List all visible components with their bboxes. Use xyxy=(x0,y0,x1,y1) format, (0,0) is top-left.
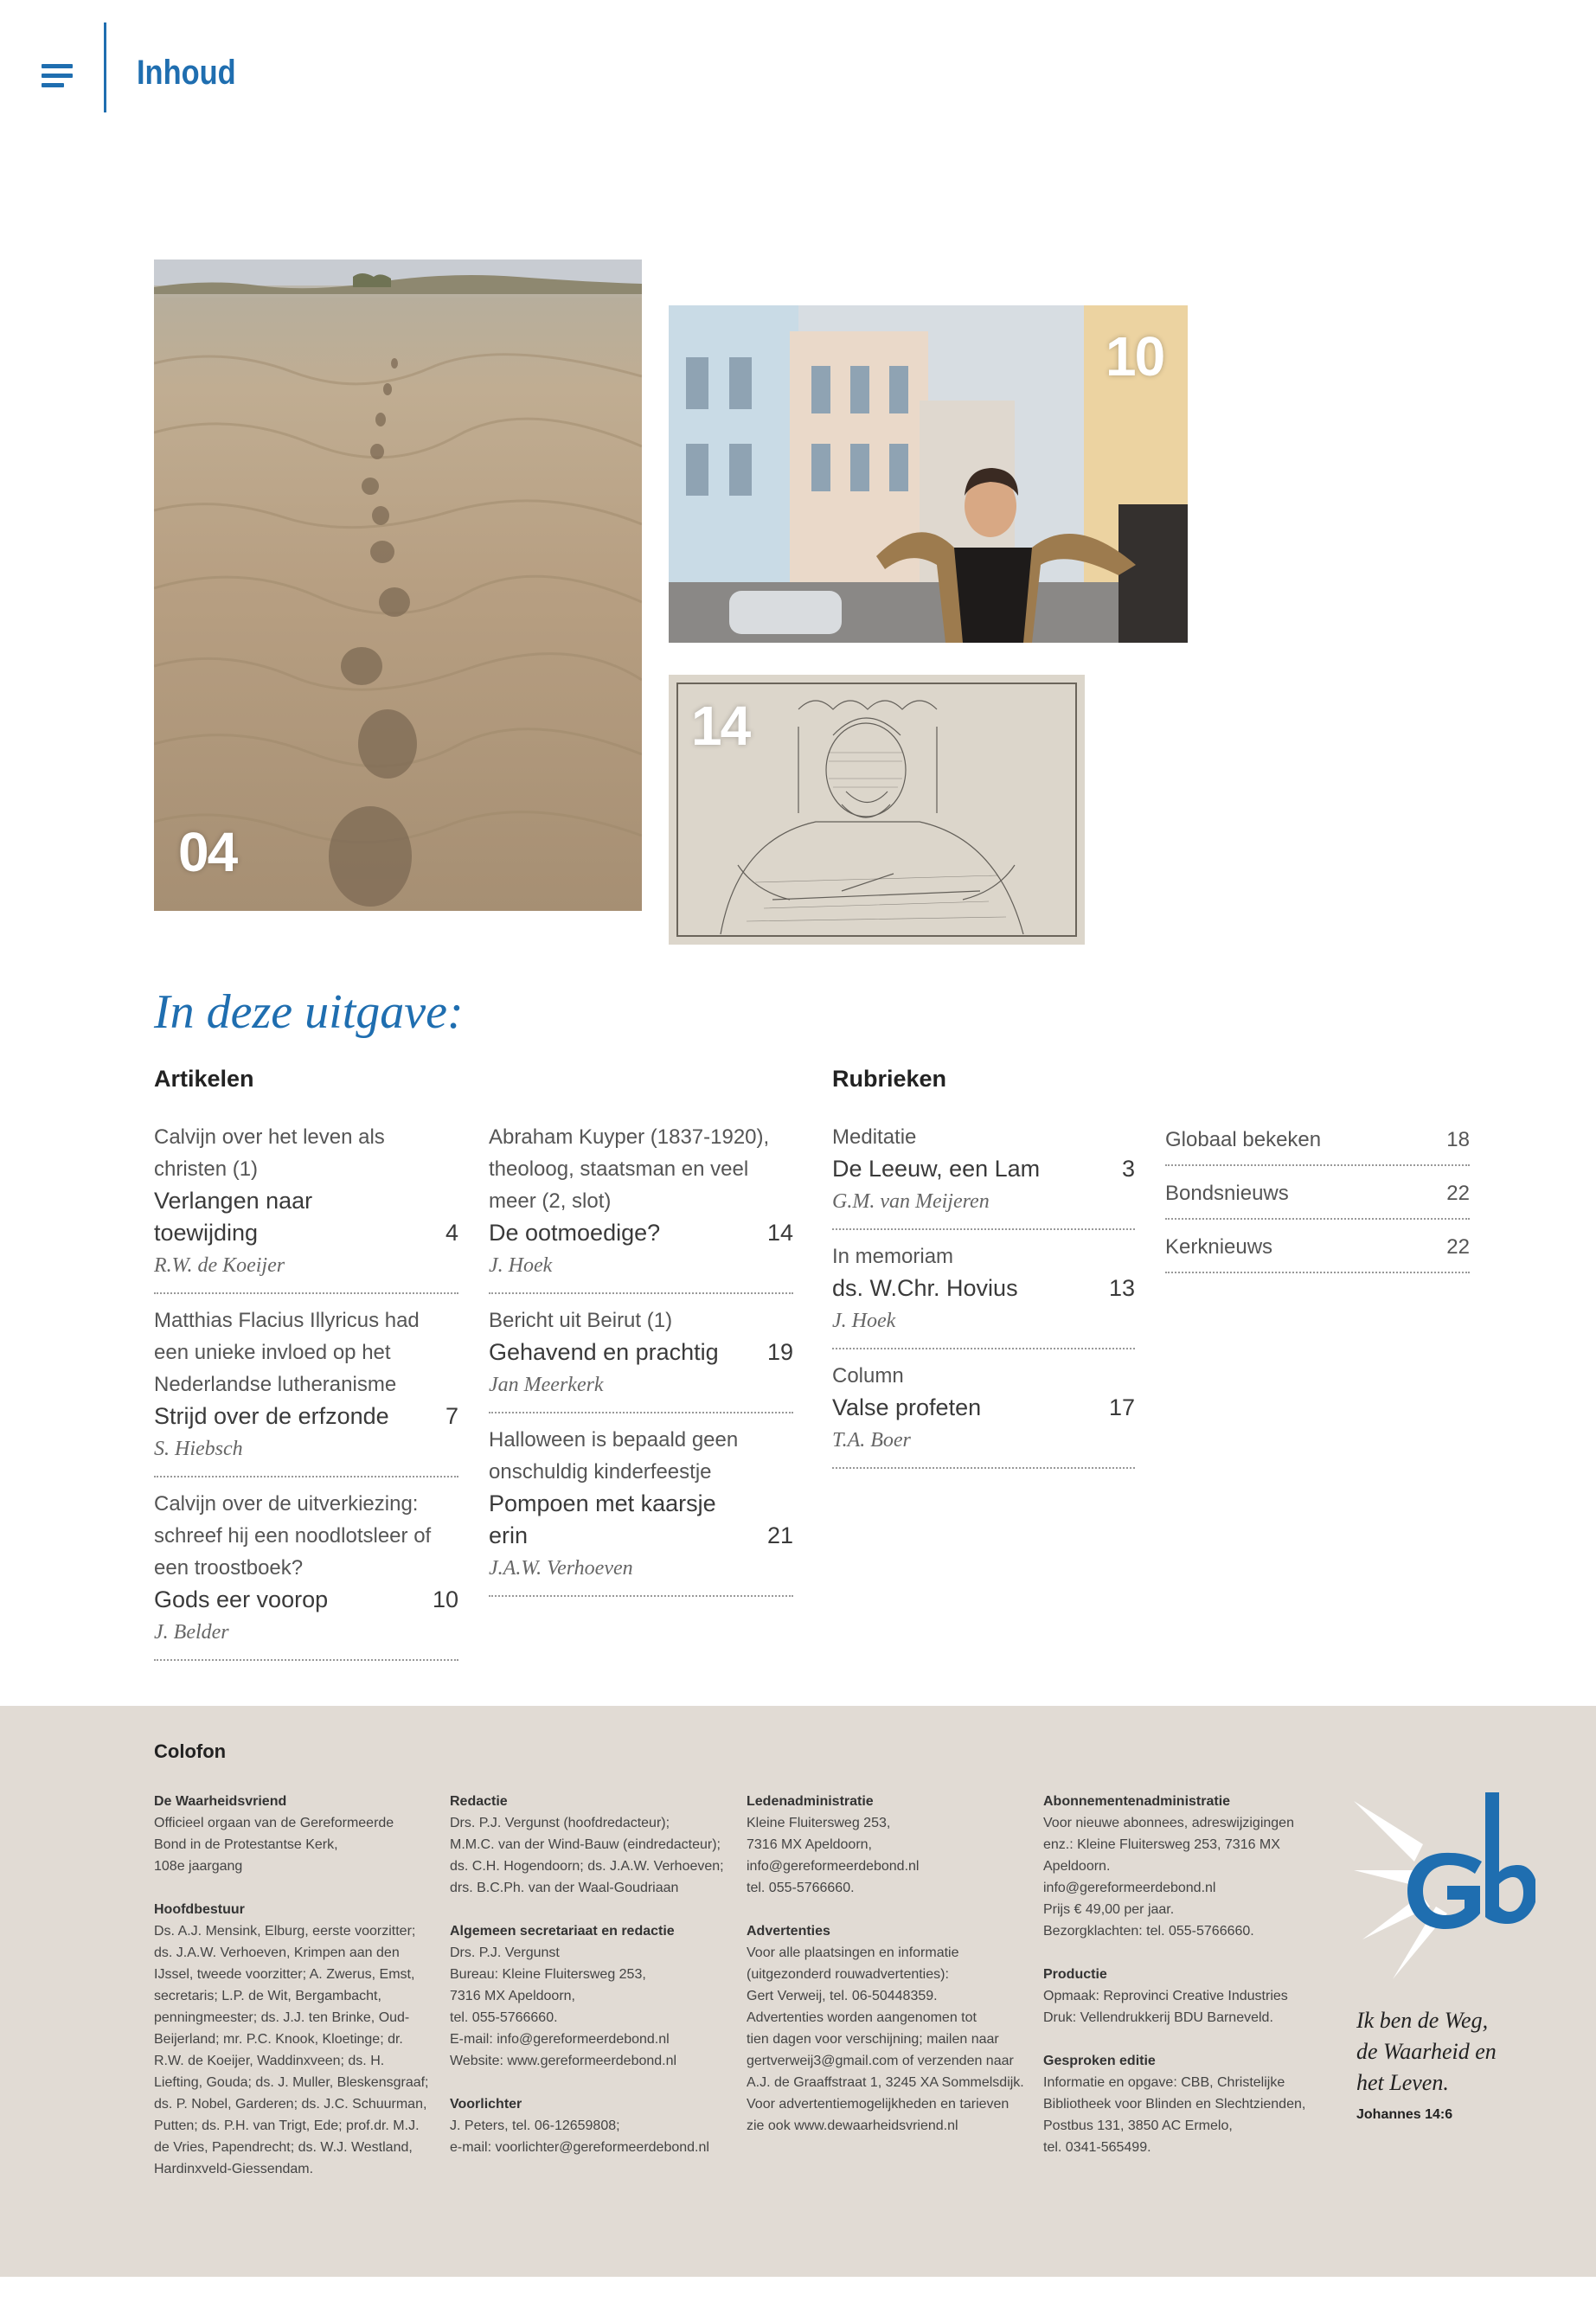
toc-title: Gehavend en prachtig xyxy=(489,1339,719,1365)
toc-title: Gods eer voorop xyxy=(154,1586,329,1612)
toc-author: S. Hiebsch xyxy=(154,1438,243,1460)
toc-title: ds. W.Chr. Hovius xyxy=(832,1275,1018,1301)
toc-author: Jan Meerkerk xyxy=(489,1374,604,1396)
colofon-text: J. Peters, tel. 06-12659808; e-mail: voorlichter@gereformeerdebond.nl xyxy=(450,2118,709,2155)
toc-title: Valse profeten xyxy=(832,1394,982,1420)
colofon-heading: Productie xyxy=(1043,1967,1107,1982)
toc-item[interactable] xyxy=(154,1121,458,1294)
toc-item[interactable] xyxy=(832,1240,1135,1349)
toc-page-number: 3 xyxy=(1121,1156,1135,1182)
toc-page-number: 18 xyxy=(1446,1128,1470,1151)
toc-kicker: Column xyxy=(832,1364,904,1388)
colofon-text: Drs. P.J. Vergunst Bureau: Kleine Fluitersweg 253, 7316 MX Apeldoorn, tel. 055-5766660. E-mail: info@gereformeerdebond.nl Website: www.gereformeerdebond.nl xyxy=(450,1945,677,2068)
toc-page-number: 22 xyxy=(1446,1182,1470,1205)
colofon-text: Ds. A.J. Mensink, Elburg, eerste voorzitter; ds. J.A.W. Verhoeven, Krimpen aan den IJssel, tweede voorzitter; A. Zwerus, Emst, secretaris; L.P. de Wit, Bergambacht, penningmeester; ds. J.J. ten Brinke, Oud- Beijerland; mr. P.C. Knook, Kloetinge; dr. R.W. de Koeijer, Waddinxveen; ds. H. Liefting, Gouda; ds. J. Muller, Bleskensgraaf; ds. P. Nobel, Garderen; ds. J.C. Schuurman, Putten; ds. P.H. van Trigt, Ede; prof.dr. M.J. de Vries, Papendrecht; ds. W.J. Westland, Hardinxveld-Giessendam. xyxy=(154,1924,429,2176)
top-bar xyxy=(0,0,1596,121)
colofon-text: Drs. P.J. Vergunst (hoofdredacteur); M.M.C. van der Wind-Bauw (eindredacteur); ds. C.H. Hogendoorn; ds. J.A.W. Verhoeven; drs. B.C.Ph. van der Waal-Goudriaan xyxy=(450,1816,724,1895)
toc-item[interactable] xyxy=(832,1121,1135,1230)
photo-kuyper-engraving[interactable] xyxy=(669,675,1085,945)
toc-kicker: Abraham Kuyper (1837-1920), theoloog, staatsman en veel meer (2, slot) xyxy=(489,1125,770,1213)
colofon-heading: Hoofdbestuur xyxy=(154,1902,245,1917)
rubrieken-column-2 xyxy=(1165,1121,1470,1282)
toc-title: Strijd over de erfzonde xyxy=(154,1403,389,1429)
toc-kicker: Matthias Flacius Illyricus had een unieke invloed op het Nederlandse lutheranisme xyxy=(154,1309,420,1396)
toc-kicker: In memoriam xyxy=(832,1245,954,1268)
colofon-heading: Advertenties xyxy=(747,1924,830,1939)
toc-author: J. Belder xyxy=(154,1621,229,1644)
colofon-heading: Gesproken editie xyxy=(1043,2054,1156,2068)
toc-kicker: Calvijn over de uitverkiezing: schreef hij een noodlotsleer of een troostboek? xyxy=(154,1492,432,1580)
colofon-column-4 xyxy=(1043,1791,1337,2158)
colofon-text: Opmaak: Reprovinci Creative Industries Druk: Vellendrukkerij BDU Barneveld. xyxy=(1043,1989,1288,2025)
toc-title: De ootmoedige? xyxy=(489,1220,661,1246)
toc-item[interactable] xyxy=(1165,1228,1470,1273)
artikelen-column-2 xyxy=(489,1121,793,1607)
toc-title: Pompoen met kaarsje erin xyxy=(489,1490,716,1548)
colofon-heading: Ledenadministratie xyxy=(747,1794,874,1809)
toc-item[interactable] xyxy=(1165,1121,1470,1166)
toc-item[interactable] xyxy=(489,1304,793,1413)
rubrieken-heading: Rubrieken xyxy=(832,1066,947,1092)
colofon-heading: Abonnementenadministratie xyxy=(1043,1794,1231,1809)
toc-item[interactable] xyxy=(1165,1175,1470,1220)
colofon-text: Officieel orgaan van de Gereformeerde Bond in de Protestantse Kerk, 108e jaargang xyxy=(154,1816,394,1874)
page-number-badge: 14 xyxy=(691,695,750,757)
colofon-text: Informatie en opgave: CBB, Christelijke Bibliotheek voor Blinden en Slechtzienden, Postbus 131, 3850 AC Ermelo, tel. 0341-565499. xyxy=(1043,2075,1306,2155)
desert-footprints-illustration xyxy=(154,260,642,911)
colofon-heading: Redactie xyxy=(450,1794,508,1809)
colofon-column-2 xyxy=(450,1791,740,2158)
toc-page-number: 22 xyxy=(1446,1235,1470,1259)
toc-author: G.M. van Meijeren xyxy=(832,1190,990,1213)
colofon-heading: Voorlichter xyxy=(450,2097,522,2112)
toc-page-number: 10 xyxy=(432,1586,458,1612)
toc-item[interactable] xyxy=(489,1424,793,1597)
toc-kicker: Calvijn over het leven als christen (1) xyxy=(154,1125,385,1181)
colofon-heading: De Waarheidsvriend xyxy=(154,1794,287,1809)
toc-title: Verlangen naar toewijding xyxy=(154,1188,313,1246)
colofon-column-3 xyxy=(747,1791,1036,2137)
header-divider xyxy=(104,22,106,112)
rubrieken-column-1 xyxy=(832,1121,1135,1479)
colofon-text: Voor nieuwe abonnees, adreswijzigingen enz.: Kleine Fluitersweg 253, 7316 MX Apeldoorn. info@gereformeerdebond.nl Prijs € 49,00 per jaar. Bezorgklachten: tel. 055-5766660. xyxy=(1043,1816,1294,1939)
toc-author: J.A.W. Verhoeven xyxy=(489,1557,633,1580)
toc-page-number: 19 xyxy=(766,1339,793,1365)
toc-kicker: Bericht uit Beirut (1) xyxy=(489,1309,673,1332)
toc-author: T.A. Boer xyxy=(832,1429,911,1452)
toc-page-number: 4 xyxy=(445,1220,458,1246)
toc-kicker: Halloween is bepaald geen onschuldig kinderfeestje xyxy=(489,1428,739,1484)
photo-desert-footprints[interactable] xyxy=(154,260,642,911)
toc-author: J. Hoek xyxy=(832,1310,896,1332)
toc-page-number: 13 xyxy=(1108,1275,1135,1301)
issue-title: In deze uitgave: xyxy=(154,985,464,1039)
colofon-column-1 xyxy=(154,1791,429,2180)
photo-man-in-street[interactable] xyxy=(669,305,1188,643)
colofon-title: Colofon xyxy=(154,1740,227,1762)
colofon-heading: Algemeen secretariaat en redactie xyxy=(450,1924,675,1939)
colofon-text: Voor alle plaatsingen en informatie (uitgezonderd rouwadvertenties): Gert Verweij, tel. 06-50448359. Advertenties worden aangenomen tot tien dagen voor verschijning; mailen naar gertverweij3@gmail.com of verzenden naar A.J. de Graaffstraat 1, 3245 XA Sommelsdijk. Voor advertentiemogelijkheden en tarieven zie ook www.dewaarheidsvriend.nl xyxy=(747,1945,1024,2133)
artikelen-heading: Artikelen xyxy=(154,1066,254,1092)
menu-icon[interactable] xyxy=(42,64,73,90)
toc-kicker: Meditatie xyxy=(832,1125,917,1149)
page-number-badge: 10 xyxy=(1106,325,1164,388)
toc-title: Bondsnieuws xyxy=(1165,1182,1289,1205)
toc-item[interactable] xyxy=(489,1121,793,1294)
bible-reference: Johannes 14:6 xyxy=(1356,2107,1453,2122)
toc-page-number: 17 xyxy=(1108,1394,1135,1420)
artikelen-column-1 xyxy=(154,1121,458,1671)
gereformeerde-bond-logo xyxy=(1354,1784,1535,1983)
toc-item[interactable] xyxy=(832,1360,1135,1469)
page-number-badge: 04 xyxy=(178,821,237,883)
toc-item[interactable] xyxy=(154,1488,458,1661)
toc-page-number: 21 xyxy=(766,1522,793,1548)
toc-title: De Leeuw, een Lam xyxy=(832,1156,1041,1182)
toc-title: Globaal bekeken xyxy=(1165,1128,1322,1151)
colofon-text: Kleine Fluitersweg 253, 7316 MX Apeldoorn, info@gereformeerdebond.nl tel. 055-5766660. xyxy=(747,1816,920,1895)
toc-author: J. Hoek xyxy=(489,1254,553,1277)
toc-item[interactable] xyxy=(154,1304,458,1477)
page-title: Inhoud xyxy=(137,54,236,92)
bible-quote: Ik ben de Weg, de Waarheid en het Leven. xyxy=(1356,2008,1497,2095)
toc-author: R.W. de Koeijer xyxy=(154,1254,285,1277)
toc-page-number: 14 xyxy=(766,1220,793,1246)
toc-title: Kerknieuws xyxy=(1165,1235,1273,1259)
toc-page-number: 7 xyxy=(445,1403,458,1429)
